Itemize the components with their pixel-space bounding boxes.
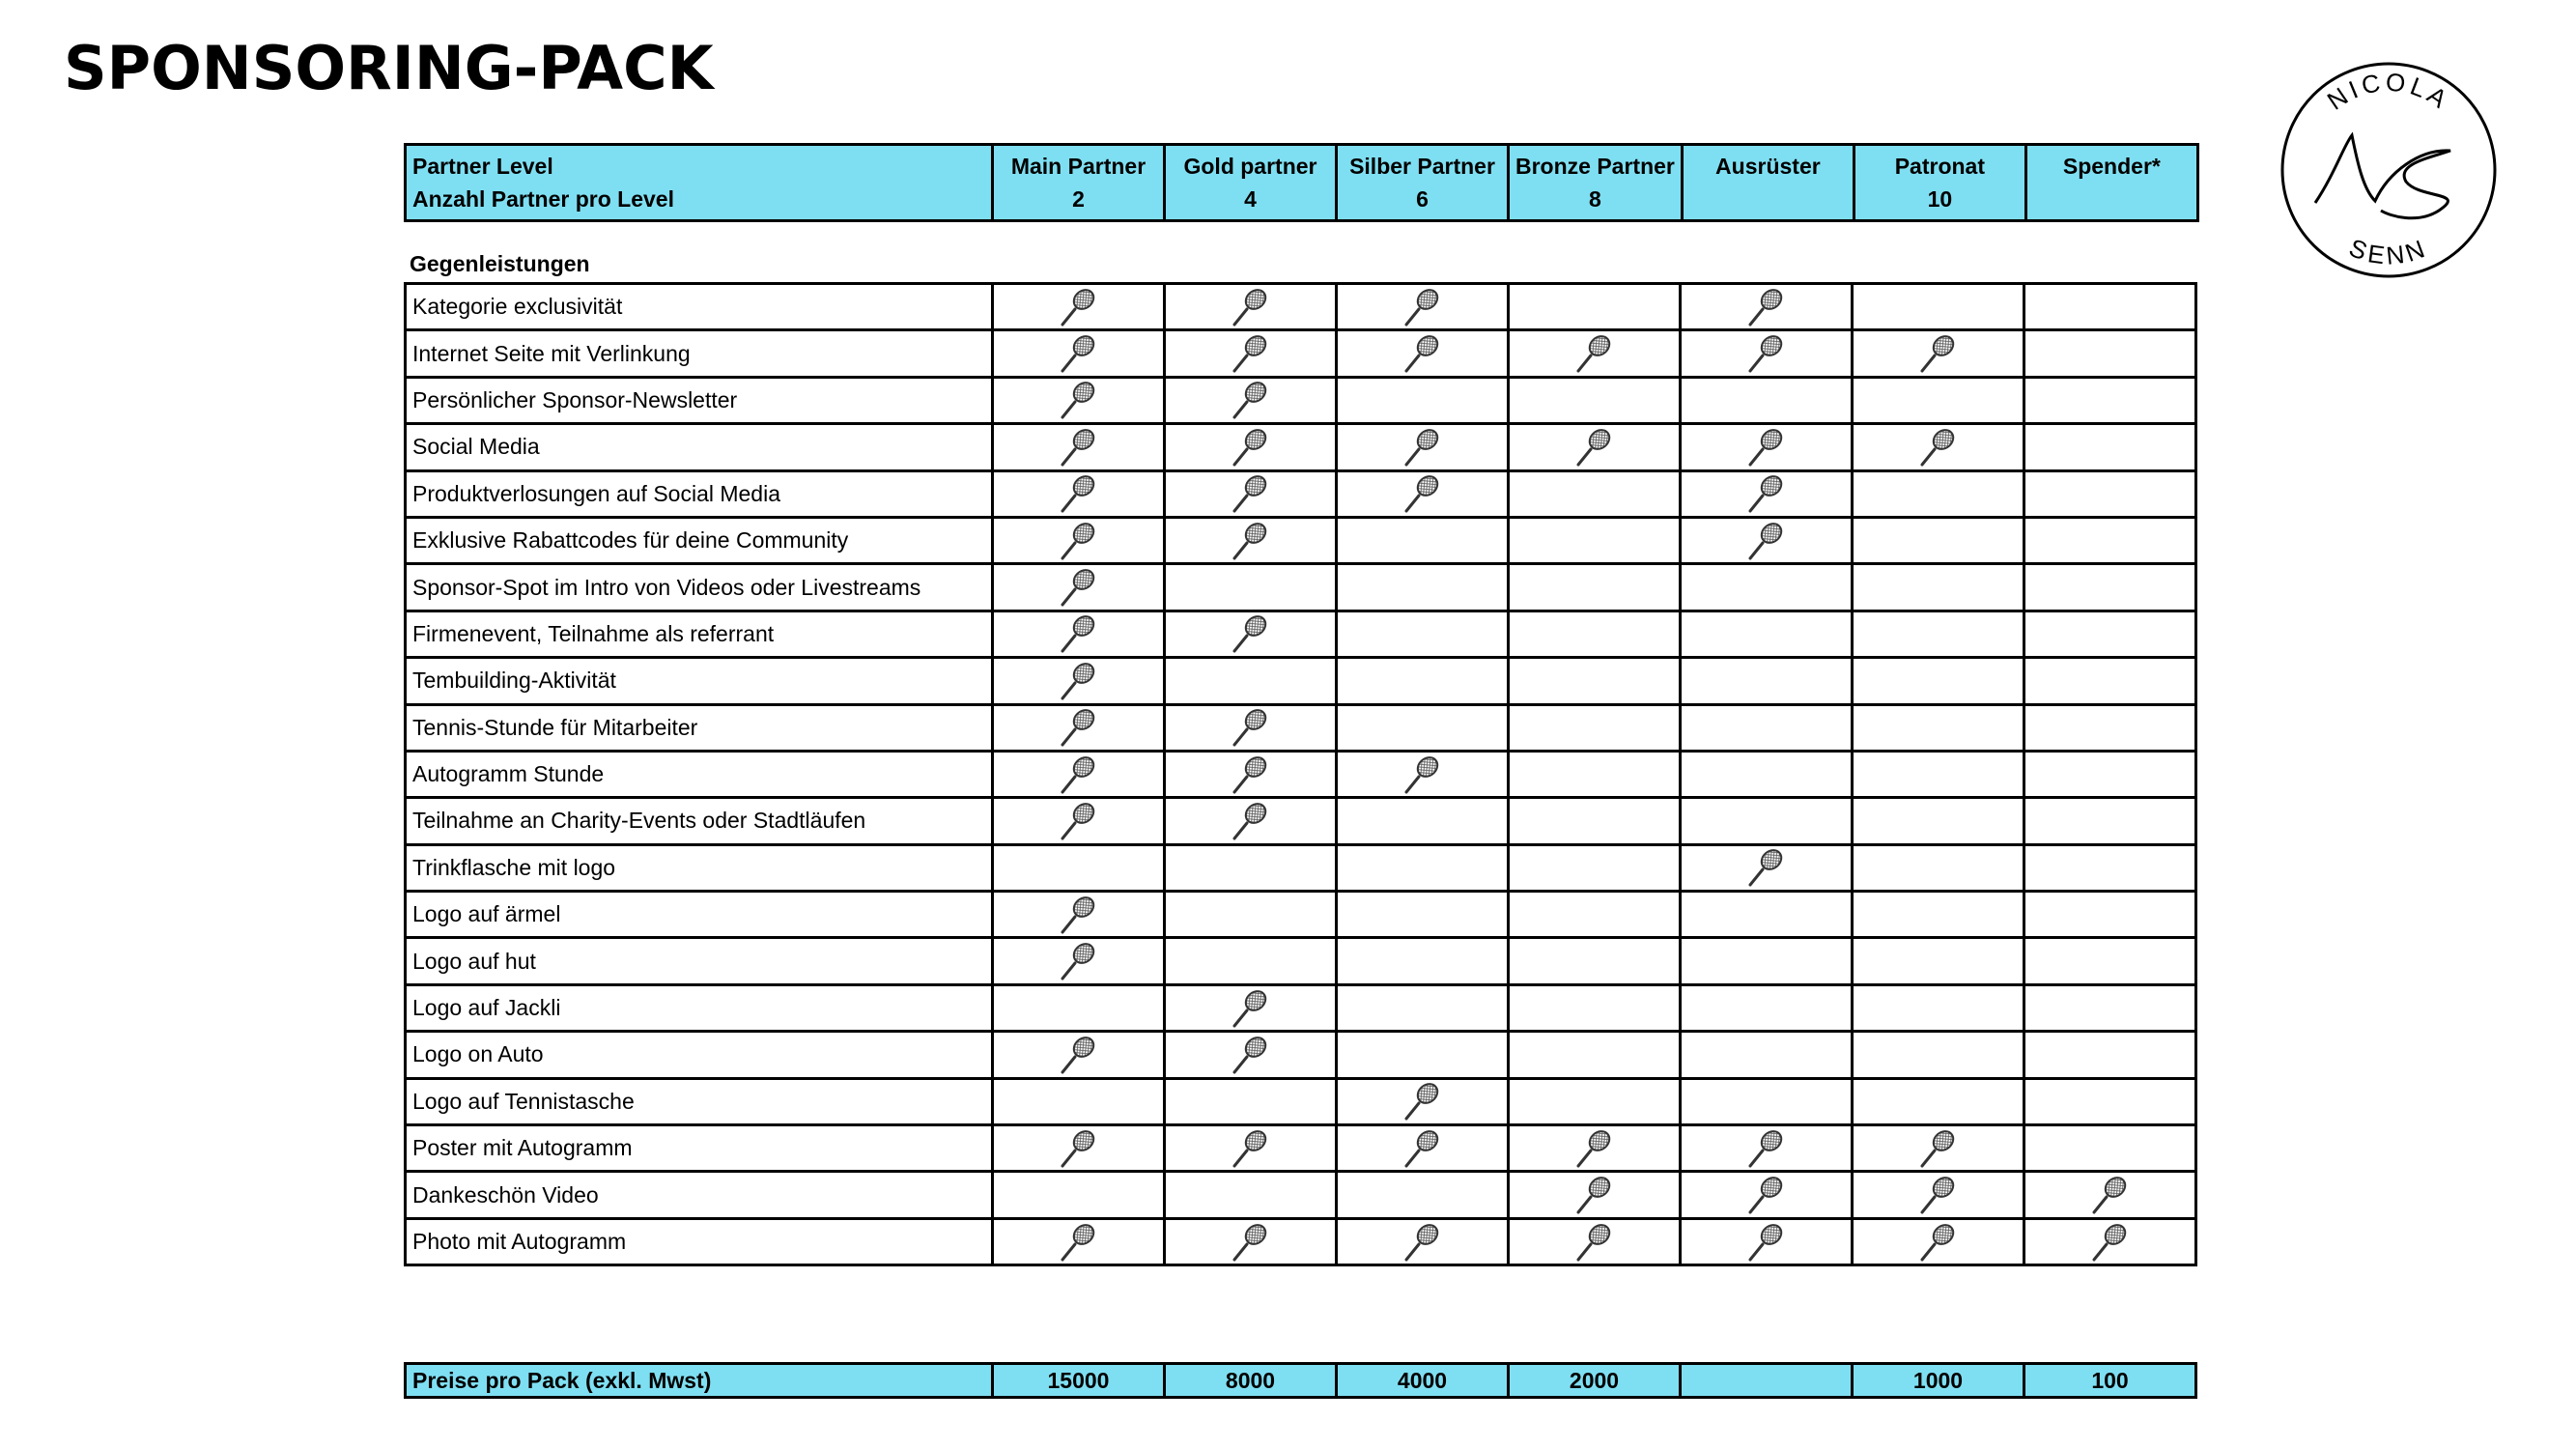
benefit-mark-cell bbox=[2024, 564, 2196, 611]
benefit-mark-cell bbox=[1681, 892, 1853, 938]
benefit-mark-cell bbox=[1681, 330, 1853, 377]
benefit-mark-cell bbox=[1337, 1172, 1509, 1218]
benefit-row bbox=[406, 1032, 2196, 1078]
tennis-racket-icon bbox=[1230, 807, 1272, 832]
benefit-mark-cell bbox=[1337, 377, 1509, 423]
benefit-mark-cell bbox=[2024, 1032, 2196, 1078]
benefit-mark-cell bbox=[1681, 564, 1853, 611]
benefit-mark-cell bbox=[1509, 1125, 1681, 1172]
benefit-mark-cell bbox=[2024, 844, 2196, 891]
benefit-mark-cell bbox=[1337, 517, 1509, 563]
tennis-racket-icon bbox=[1573, 1228, 1616, 1253]
tennis-racket-icon bbox=[1058, 620, 1100, 645]
benefit-mark-cell bbox=[1165, 611, 1337, 657]
benefit-label: Teilnahme an Charity-Events oder Stadtläufen bbox=[406, 798, 993, 844]
benefit-mark-cell bbox=[1853, 751, 2024, 797]
tennis-racket-icon bbox=[2089, 1180, 2132, 1206]
benefit-mark-cell bbox=[1853, 892, 2024, 938]
level-main: Main Partner 2 bbox=[993, 145, 1165, 221]
benefit-mark-cell bbox=[2024, 517, 2196, 563]
benefit-mark-cell bbox=[1337, 984, 1509, 1031]
level-spender: Spender* bbox=[2025, 145, 2197, 221]
benefit-mark-cell bbox=[1853, 704, 2024, 751]
ns-monogram bbox=[2315, 135, 2450, 218]
partner-count-label: Anzahl Partner pro Level bbox=[412, 186, 674, 212]
level-gold: Gold partner 4 bbox=[1165, 145, 1337, 221]
benefit-mark-cell bbox=[1337, 564, 1509, 611]
benefit-row bbox=[406, 517, 2196, 563]
tennis-racket-icon bbox=[1058, 1228, 1100, 1253]
tennis-racket-icon bbox=[1401, 760, 1444, 785]
benefit-mark-cell bbox=[2024, 284, 2196, 330]
benefit-label: Social Media bbox=[406, 424, 993, 470]
benefit-mark-cell bbox=[2024, 704, 2196, 751]
benefit-label: Tembuilding-Aktivität bbox=[406, 658, 993, 704]
benefit-label: Poster mit Autogramm bbox=[406, 1125, 993, 1172]
benefit-mark-cell bbox=[1509, 424, 1681, 470]
benefit-row bbox=[406, 892, 2196, 938]
tennis-racket-icon bbox=[1745, 1180, 1788, 1206]
benefit-label: Internet Seite mit Verlinkung bbox=[406, 330, 993, 377]
benefit-mark-cell bbox=[1853, 377, 2024, 423]
benefit-row bbox=[406, 377, 2196, 423]
benefit-mark-cell bbox=[2024, 892, 2196, 938]
partner-level-header bbox=[404, 143, 2199, 222]
benefit-row bbox=[406, 984, 2196, 1031]
benefit-mark-cell bbox=[1165, 517, 1337, 563]
benefit-label: Photo mit Autogramm bbox=[406, 1218, 993, 1264]
benefit-mark-cell bbox=[2024, 658, 2196, 704]
benefit-mark-cell bbox=[1165, 377, 1337, 423]
benefit-mark-cell bbox=[2024, 751, 2196, 797]
prices-table bbox=[404, 1362, 2197, 1399]
benefit-mark-cell bbox=[1853, 284, 2024, 330]
price-ausruester bbox=[1681, 1364, 1853, 1398]
benefit-label: Logo auf hut bbox=[406, 938, 993, 984]
benefit-mark-cell bbox=[1337, 611, 1509, 657]
benefit-mark-cell bbox=[1165, 1218, 1337, 1264]
tennis-racket-icon bbox=[1230, 1134, 1272, 1159]
benefit-label: Firmenevent, Teilnahme als referrant bbox=[406, 611, 993, 657]
benefit-mark-cell bbox=[1853, 844, 2024, 891]
benefit-label: Logo auf Tennistasche bbox=[406, 1078, 993, 1124]
benefit-mark-cell bbox=[1681, 704, 1853, 751]
tennis-racket-icon bbox=[1573, 339, 1616, 364]
benefit-mark-cell bbox=[1853, 1172, 2024, 1218]
benefit-mark-cell bbox=[1165, 938, 1337, 984]
benefit-mark-cell bbox=[1165, 1172, 1337, 1218]
benefit-mark-cell bbox=[1681, 938, 1853, 984]
benefit-mark-cell bbox=[1337, 1125, 1509, 1172]
tennis-racket-icon bbox=[1230, 339, 1272, 364]
benefit-label: Kategorie exclusivität bbox=[406, 284, 993, 330]
tennis-racket-icon bbox=[1573, 1134, 1616, 1159]
tennis-racket-icon bbox=[1230, 1040, 1272, 1065]
tennis-racket-icon bbox=[1058, 760, 1100, 785]
benefit-mark-cell bbox=[1681, 517, 1853, 563]
tennis-racket-icon bbox=[1745, 1228, 1788, 1253]
tennis-racket-icon bbox=[1401, 433, 1444, 458]
tennis-racket-icon bbox=[1745, 339, 1788, 364]
benefit-label: Logo auf ärmel bbox=[406, 892, 993, 938]
tennis-racket-icon bbox=[1058, 1134, 1100, 1159]
benefit-label: Logo auf Jackli bbox=[406, 984, 993, 1031]
benefit-mark-cell bbox=[1337, 330, 1509, 377]
price-bronze: 2000 bbox=[1509, 1364, 1681, 1398]
benefit-mark-cell bbox=[1509, 1218, 1681, 1264]
benefit-mark-cell bbox=[1165, 658, 1337, 704]
tennis-racket-icon bbox=[1230, 713, 1272, 738]
benefit-mark-cell bbox=[993, 938, 1165, 984]
benefit-mark-cell bbox=[993, 844, 1165, 891]
benefit-mark-cell bbox=[1853, 424, 2024, 470]
benefit-mark-cell bbox=[1681, 1032, 1853, 1078]
benefit-mark-cell bbox=[1165, 1032, 1337, 1078]
tennis-racket-icon bbox=[1230, 1228, 1272, 1253]
benefit-mark-cell bbox=[1681, 1172, 1853, 1218]
tennis-racket-icon bbox=[1058, 1040, 1100, 1065]
benefit-mark-cell bbox=[1337, 798, 1509, 844]
benefit-mark-cell bbox=[1165, 751, 1337, 797]
tennis-racket-icon bbox=[1573, 433, 1616, 458]
price-gold: 8000 bbox=[1165, 1364, 1337, 1398]
benefit-row bbox=[406, 658, 2196, 704]
benefit-label: Produktverlosungen auf Social Media bbox=[406, 470, 993, 517]
tennis-racket-icon bbox=[1058, 479, 1100, 504]
benefit-mark-cell bbox=[993, 1078, 1165, 1124]
benefit-mark-cell bbox=[1681, 424, 1853, 470]
benefit-mark-cell bbox=[1681, 751, 1853, 797]
benefit-mark-cell bbox=[1681, 611, 1853, 657]
benefit-mark-cell bbox=[1681, 1218, 1853, 1264]
level-patronat: Patronat 10 bbox=[1854, 145, 2025, 221]
benefit-mark-cell bbox=[1853, 798, 2024, 844]
benefit-mark-cell bbox=[1337, 658, 1509, 704]
tennis-racket-icon bbox=[1058, 947, 1100, 972]
tennis-racket-icon bbox=[1401, 339, 1444, 364]
benefit-mark-cell bbox=[1165, 892, 1337, 938]
benefit-row bbox=[406, 751, 2196, 797]
price-patronat: 1000 bbox=[1853, 1364, 2024, 1398]
benefit-mark-cell bbox=[993, 377, 1165, 423]
price-label: Preise pro Pack (exkl. Mwst) bbox=[406, 1364, 993, 1398]
tennis-racket-icon bbox=[1058, 900, 1100, 925]
logo-top-text: NICOLA bbox=[2321, 67, 2456, 116]
benefit-mark-cell bbox=[1853, 984, 2024, 1031]
benefit-mark-cell bbox=[1853, 470, 2024, 517]
benefit-mark-cell bbox=[1853, 1218, 2024, 1264]
benefit-mark-cell bbox=[1337, 1218, 1509, 1264]
benefit-mark-cell bbox=[1853, 658, 2024, 704]
benefit-mark-cell bbox=[1165, 704, 1337, 751]
tennis-racket-icon bbox=[1230, 526, 1272, 552]
tennis-racket-icon bbox=[1401, 479, 1444, 504]
benefit-mark-cell bbox=[993, 1172, 1165, 1218]
benefit-row bbox=[406, 611, 2196, 657]
benefit-label: Logo on Auto bbox=[406, 1032, 993, 1078]
benefit-mark-cell bbox=[1509, 798, 1681, 844]
benefit-mark-cell bbox=[2024, 377, 2196, 423]
benefit-mark-cell bbox=[993, 704, 1165, 751]
benefit-mark-cell bbox=[1337, 1032, 1509, 1078]
benefit-mark-cell bbox=[1165, 284, 1337, 330]
benefit-row bbox=[406, 844, 2196, 891]
tennis-racket-icon bbox=[1230, 433, 1272, 458]
tennis-racket-icon bbox=[1401, 1087, 1444, 1112]
tennis-racket-icon bbox=[1745, 526, 1788, 552]
benefit-mark-cell bbox=[993, 284, 1165, 330]
benefit-mark-cell bbox=[2024, 984, 2196, 1031]
benefit-mark-cell bbox=[1165, 984, 1337, 1031]
benefit-row bbox=[406, 938, 2196, 984]
benefit-mark-cell bbox=[1853, 1125, 2024, 1172]
benefit-mark-cell bbox=[1165, 1078, 1337, 1124]
level-ausruester: Ausrüster bbox=[1682, 145, 1854, 221]
benefit-mark-cell bbox=[2024, 470, 2196, 517]
tennis-racket-icon bbox=[1230, 479, 1272, 504]
benefit-mark-cell bbox=[1681, 470, 1853, 517]
benefit-mark-cell bbox=[2024, 1125, 2196, 1172]
tennis-racket-icon bbox=[1917, 339, 1960, 364]
level-bronze: Bronze Partner 8 bbox=[1509, 145, 1683, 221]
benefit-mark-cell bbox=[993, 658, 1165, 704]
benefit-mark-cell bbox=[1681, 1125, 1853, 1172]
logo-bottom-text: SENN bbox=[2345, 232, 2432, 270]
benefit-mark-cell bbox=[1853, 564, 2024, 611]
benefit-mark-cell bbox=[1681, 284, 1853, 330]
benefit-row bbox=[406, 470, 2196, 517]
benefit-mark-cell bbox=[2024, 1218, 2196, 1264]
tennis-racket-icon bbox=[1058, 713, 1100, 738]
benefit-mark-cell bbox=[1509, 658, 1681, 704]
benefit-row bbox=[406, 1078, 2196, 1124]
benefit-mark-cell bbox=[1509, 844, 1681, 891]
benefit-mark-cell bbox=[1337, 938, 1509, 984]
benefit-mark-cell bbox=[1681, 658, 1853, 704]
benefit-mark-cell bbox=[993, 611, 1165, 657]
benefit-mark-cell bbox=[1337, 751, 1509, 797]
benefit-label: Persönlicher Sponsor-Newsletter bbox=[406, 377, 993, 423]
benefit-mark-cell bbox=[1509, 1032, 1681, 1078]
page-title: SPONSORING-PACK bbox=[64, 33, 714, 103]
benefit-label: Sponsor-Spot im Intro von Videos oder Livestreams bbox=[406, 564, 993, 611]
benefit-mark-cell bbox=[1509, 751, 1681, 797]
tennis-racket-icon bbox=[1230, 293, 1272, 318]
section-label-gegenleistungen: Gegenleistungen bbox=[410, 251, 590, 276]
tennis-racket-icon bbox=[1745, 853, 1788, 878]
benefit-mark-cell bbox=[993, 1125, 1165, 1172]
benefit-mark-cell bbox=[1165, 798, 1337, 844]
tennis-racket-icon bbox=[1058, 526, 1100, 552]
benefit-mark-cell bbox=[1509, 611, 1681, 657]
benefit-mark-cell bbox=[1681, 798, 1853, 844]
price-silber: 4000 bbox=[1337, 1364, 1509, 1398]
tennis-racket-icon bbox=[1401, 1134, 1444, 1159]
tennis-racket-icon bbox=[1058, 386, 1100, 412]
benefit-mark-cell bbox=[1337, 892, 1509, 938]
tennis-racket-icon bbox=[1745, 1134, 1788, 1159]
benefit-mark-cell bbox=[1509, 377, 1681, 423]
partner-level-label: Partner Level bbox=[412, 154, 553, 179]
benefit-mark-cell bbox=[1853, 938, 2024, 984]
tennis-racket-icon bbox=[1230, 760, 1272, 785]
tennis-racket-icon bbox=[1058, 667, 1100, 692]
tennis-racket-icon bbox=[1745, 293, 1788, 318]
benefit-mark-cell bbox=[1509, 564, 1681, 611]
benefit-mark-cell bbox=[2024, 798, 2196, 844]
benefit-label: Dankeschön Video bbox=[406, 1172, 993, 1218]
benefit-mark-cell bbox=[1337, 470, 1509, 517]
benefit-mark-cell bbox=[1681, 377, 1853, 423]
benefit-mark-cell bbox=[1681, 844, 1853, 891]
benefit-mark-cell bbox=[993, 517, 1165, 563]
tennis-racket-icon bbox=[1401, 293, 1444, 318]
tennis-racket-icon bbox=[1917, 1180, 1960, 1206]
benefit-mark-cell bbox=[1337, 424, 1509, 470]
benefit-label: Exklusive Rabattcodes für deine Community bbox=[406, 517, 993, 563]
benefit-mark-cell bbox=[1681, 1078, 1853, 1124]
benefit-mark-cell bbox=[1165, 330, 1337, 377]
price-main: 15000 bbox=[993, 1364, 1165, 1398]
benefit-mark-cell bbox=[1509, 517, 1681, 563]
nicola-senn-logo bbox=[2275, 56, 2503, 284]
benefit-mark-cell bbox=[1853, 1032, 2024, 1078]
benefit-row bbox=[406, 704, 2196, 751]
benefit-mark-cell bbox=[2024, 1172, 2196, 1218]
benefit-mark-cell bbox=[1165, 844, 1337, 891]
tennis-racket-icon bbox=[1745, 433, 1788, 458]
benefit-mark-cell bbox=[1509, 892, 1681, 938]
benefit-mark-cell bbox=[993, 984, 1165, 1031]
tennis-racket-icon bbox=[1230, 386, 1272, 412]
benefit-mark-cell bbox=[1337, 284, 1509, 330]
benefit-mark-cell bbox=[2024, 330, 2196, 377]
tennis-racket-icon bbox=[1917, 433, 1960, 458]
benefit-mark-cell bbox=[993, 798, 1165, 844]
benefit-row bbox=[406, 284, 2196, 330]
benefit-mark-cell bbox=[993, 330, 1165, 377]
benefit-mark-cell bbox=[1165, 1125, 1337, 1172]
benefit-mark-cell bbox=[1165, 470, 1337, 517]
tennis-racket-icon bbox=[1573, 1180, 1616, 1206]
benefit-mark-cell bbox=[993, 564, 1165, 611]
benefit-mark-cell bbox=[2024, 611, 2196, 657]
benefit-mark-cell bbox=[1509, 1078, 1681, 1124]
tennis-racket-icon bbox=[1230, 994, 1272, 1019]
tennis-racket-icon bbox=[1058, 293, 1100, 318]
benefit-mark-cell bbox=[1509, 984, 1681, 1031]
benefit-mark-cell bbox=[993, 751, 1165, 797]
benefit-row bbox=[406, 1218, 2196, 1264]
benefit-mark-cell bbox=[1509, 1172, 1681, 1218]
benefit-mark-cell bbox=[1509, 704, 1681, 751]
tennis-racket-icon bbox=[2089, 1228, 2132, 1253]
benefit-mark-cell bbox=[1337, 704, 1509, 751]
tennis-racket-icon bbox=[1058, 807, 1100, 832]
benefit-mark-cell bbox=[1853, 611, 2024, 657]
benefits-table bbox=[404, 282, 2197, 1266]
benefit-label: Autogramm Stunde bbox=[406, 751, 993, 797]
benefit-mark-cell bbox=[1853, 330, 2024, 377]
benefit-label: Trinkflasche mit logo bbox=[406, 844, 993, 891]
benefit-mark-cell bbox=[993, 1218, 1165, 1264]
benefit-mark-cell bbox=[2024, 1078, 2196, 1124]
benefit-mark-cell bbox=[1337, 1078, 1509, 1124]
tennis-racket-icon bbox=[1745, 479, 1788, 504]
benefit-mark-cell bbox=[1509, 470, 1681, 517]
benefit-row bbox=[406, 1125, 2196, 1172]
benefit-mark-cell bbox=[1509, 330, 1681, 377]
tennis-racket-icon bbox=[1401, 1228, 1444, 1253]
benefit-mark-cell bbox=[1509, 284, 1681, 330]
tennis-racket-icon bbox=[1230, 620, 1272, 645]
benefit-row bbox=[406, 330, 2196, 377]
level-silber: Silber Partner 6 bbox=[1337, 145, 1509, 221]
benefit-mark-cell bbox=[1853, 1078, 2024, 1124]
benefit-mark-cell bbox=[993, 470, 1165, 517]
benefit-mark-cell bbox=[993, 892, 1165, 938]
tennis-racket-icon bbox=[1058, 573, 1100, 598]
benefit-row bbox=[406, 564, 2196, 611]
tennis-racket-icon bbox=[1917, 1134, 1960, 1159]
benefit-mark-cell bbox=[993, 1032, 1165, 1078]
benefit-row bbox=[406, 424, 2196, 470]
benefit-mark-cell bbox=[993, 424, 1165, 470]
benefit-row bbox=[406, 798, 2196, 844]
benefit-mark-cell bbox=[1853, 517, 2024, 563]
benefit-mark-cell bbox=[1509, 938, 1681, 984]
header-label-cell bbox=[406, 145, 993, 221]
benefit-row bbox=[406, 1172, 2196, 1218]
benefit-mark-cell bbox=[1681, 984, 1853, 1031]
benefit-mark-cell bbox=[2024, 938, 2196, 984]
tennis-racket-icon bbox=[1058, 339, 1100, 364]
benefit-label: Tennis-Stunde für Mitarbeiter bbox=[406, 704, 993, 751]
benefit-mark-cell bbox=[1165, 424, 1337, 470]
price-spender: 100 bbox=[2024, 1364, 2196, 1398]
svg-text:SENN bbox=[2345, 233, 2432, 270]
benefit-mark-cell bbox=[1337, 844, 1509, 891]
benefit-mark-cell bbox=[2024, 424, 2196, 470]
tennis-racket-icon bbox=[1917, 1228, 1960, 1253]
benefit-mark-cell bbox=[1165, 564, 1337, 611]
tennis-racket-icon bbox=[1058, 433, 1100, 458]
